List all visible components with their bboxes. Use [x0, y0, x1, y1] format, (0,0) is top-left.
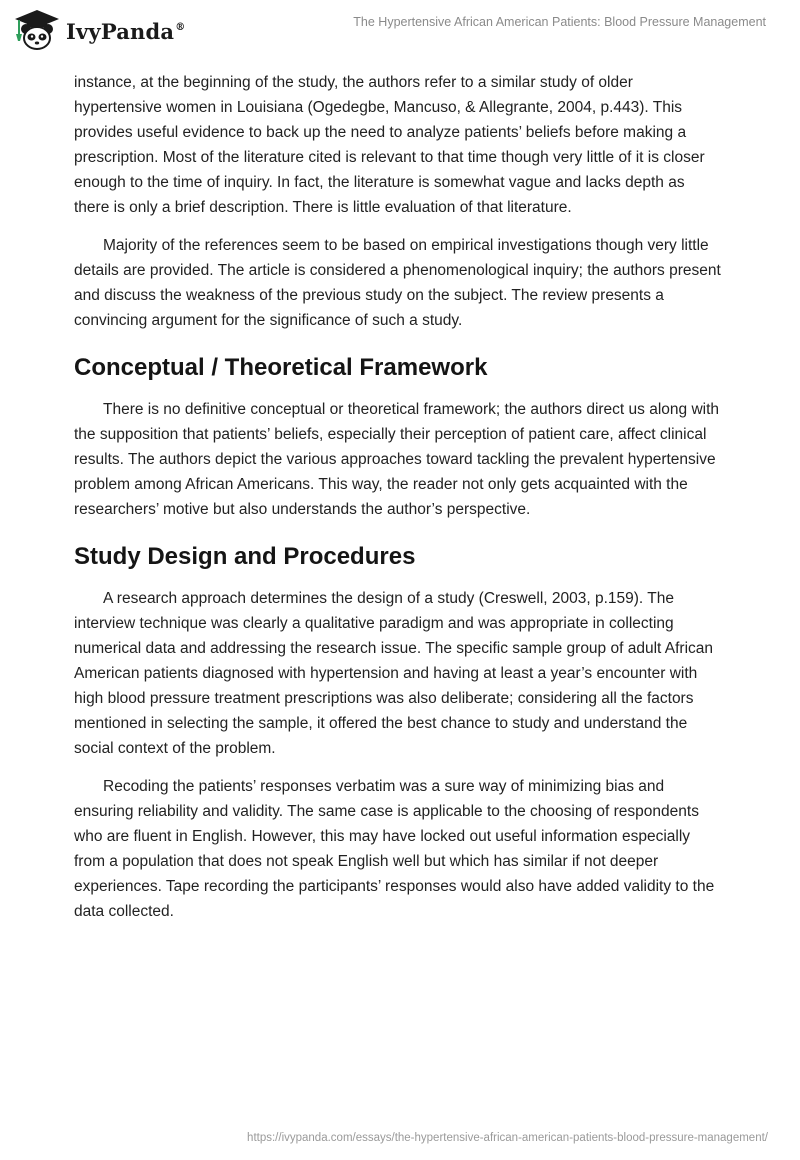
- registered-mark: ®: [175, 21, 186, 33]
- paragraph-research-approach: A research approach determines the design of a study (Creswell, 2003, p.159). The interview technique was clearly a qualitative paradigm and was appropriate in collecting numerical data and addressing the research issue. The specific sample group of adult African American patients diagnosed with hypertension and having at least a year’s encounter with high blood pressure treatment prescriptions was also deliberate; considering all the factors mentioned in selecting the sample, it offered the best chance to study and understand the social context of the problem.: [74, 590, 714, 757]
- paragraph-references: Majority of the references seem to be based on empirical investigations though very little details are provided. The article is considered a phenomenological inquiry; the authors present and discuss the weakness of the previous study on the subject. The review presents a convincing argument for the significance of such a study.: [74, 237, 721, 329]
- paragraph-framework: There is no definitive conceptual or theoretical framework; the authors direct us along with the supposition that patients’ beliefs, especially their perception of patient care, affect clinical results. The authors depict the various approaches toward tackling the prevalent hypertensive problem among African Americans. This way, the reader not only gets acquainted with the researchers’ motive but also understands the author’s perspective.: [74, 401, 720, 518]
- document-title: The Hypertensive African American Patients: Blood Pressure Management: [353, 15, 766, 29]
- heading-conceptual-framework: Conceptual / Theoretical Framework: [74, 354, 488, 381]
- source-url[interactable]: https://ivypanda.com/essays/the-hypertensive-african-american-patients-blood-pressure-management/: [247, 1132, 768, 1144]
- page-header: [0, 0, 800, 62]
- heading-study-design: Study Design and Procedures: [74, 543, 416, 570]
- site-logo[interactable]: [14, 8, 185, 52]
- paragraph-literature-review: instance, at the beginning of the study, the authors refer to a similar study of older hypertensive women in Louisiana (Ogedegbe, Mancuso, & Allegrante, 2004, p.443). This provides useful evidence to back up the need to analyze patients’ beliefs before making a prescription. Most of the literature cited is relevant to that time though very little of it is closer enough to the time of inquiry. In fact, the literature is somewhat vague and lacks depth as there is only a brief description. There is little evaluation of that literature.: [74, 74, 705, 216]
- logo-text: IvyPanda®: [66, 18, 186, 44]
- paragraph-recording: Recoding the patients’ responses verbatim was a sure way of minimizing bias and ensuring reliability and validity. The same case is applicable to the choosing of respondents who are fluent in English. However, this may have locked out useful information especially from a population that does not speak English well but which has similar if not deeper experiences. Tape recording the participants’ responses would also have added validity to the data collected.: [74, 778, 715, 920]
- essay-body: [74, 70, 724, 937]
- panda-graduate-icon: [14, 8, 60, 52]
